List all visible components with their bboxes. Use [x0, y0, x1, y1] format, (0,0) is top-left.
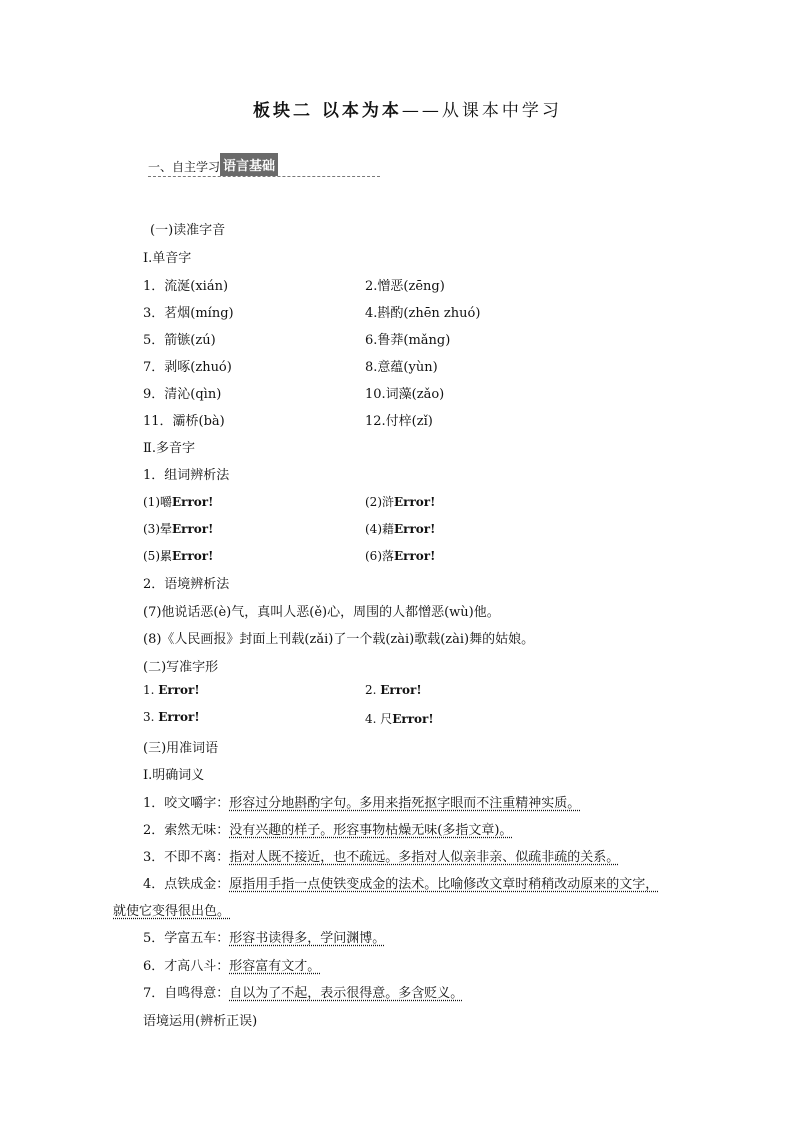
definition-text: 没有兴趣的样子。形容事物枯燥无味(多指文章)。: [229, 823, 513, 838]
title-main: 板块二 以本为本: [253, 101, 402, 121]
definition-term: 5．学富五车：: [143, 931, 230, 946]
definition-text: 形容富有文才。: [229, 959, 321, 974]
glyph-prefix: 1.: [143, 683, 159, 697]
error-text: Error!: [158, 710, 200, 724]
section-header: [148, 152, 380, 177]
word-item: 11．灞桥(bà): [143, 414, 225, 429]
definition-text: 形容书读得多，学问渊博。: [229, 931, 386, 946]
word-item: 5．箭镞(zú): [143, 333, 216, 348]
polyphone-char: (4)藉: [365, 522, 394, 536]
glyph-prefix: 2.: [365, 683, 381, 697]
glyph-item: [143, 710, 200, 724]
definition-term: 1．咬文嚼字：: [143, 796, 230, 811]
definition-item: [143, 982, 463, 1001]
section-badge: 语言基础: [220, 153, 278, 176]
definition-item: [143, 819, 512, 838]
definition-item: [143, 846, 619, 865]
word-item: 8.意蕴(yùn): [365, 360, 438, 375]
part2-heading: (二)写准字形: [143, 660, 219, 675]
glyph-item: [143, 683, 200, 697]
error-text: Error!: [380, 683, 422, 697]
polyphone-char: (1)嚼: [143, 495, 172, 509]
section-label: 一、自主学习: [148, 160, 221, 174]
part3-heading: (三)用准词语: [143, 741, 219, 756]
definition-term: 7．自鸣得意：: [143, 986, 230, 1001]
word-item: 3．茗烟(míng): [143, 306, 234, 321]
polyphone-item: [365, 520, 435, 537]
error-text: Error!: [394, 495, 436, 509]
part1-sub1: Ⅰ.单音字: [143, 251, 192, 266]
part1-heading: (一)读准字音: [150, 223, 226, 238]
word-item: 4.斟酌(zhēn zhuó): [365, 306, 481, 321]
word-item: 12.付梓(zǐ): [365, 414, 433, 429]
error-text: Error!: [394, 522, 436, 536]
definition-item: [143, 927, 385, 946]
polyphone-item: [143, 520, 213, 537]
word-item: 9．清沁(qìn): [143, 387, 222, 402]
definition-text: 原指用手指一点使铁变成金的法术。比喻修改文章时稍稍改动原来的文字，: [229, 877, 659, 892]
error-text: Error!: [172, 549, 214, 563]
polyphone-char: (6)落: [365, 549, 394, 563]
polyphone-item: [143, 547, 213, 564]
definition-item: [143, 792, 580, 811]
glyph-item: [365, 683, 422, 697]
glyph-prefix: 4. 尺: [365, 712, 393, 726]
word-item: 1．流涎(xián): [143, 279, 229, 294]
polyphone-item: [365, 547, 435, 564]
word-item: 6.鲁莽(mǎng): [365, 333, 451, 348]
definition-term: 6．才高八斗：: [143, 959, 230, 974]
polyphone-item: [143, 493, 213, 510]
definition-term: 2．索然无味：: [143, 823, 230, 838]
definition-continuation: [113, 900, 230, 919]
definition-term: 3．不即不离：: [143, 850, 230, 865]
error-text: Error!: [392, 712, 434, 726]
glyph-prefix: 3.: [143, 710, 159, 724]
error-text: Error!: [158, 683, 200, 697]
part3-sub1: Ⅰ.明确词义: [143, 768, 205, 783]
definition-text: 自以为了不起，表示很得意。多含贬义。: [229, 986, 464, 1001]
usage-heading: 语境运用(辨析正误): [143, 1014, 258, 1029]
error-text: Error!: [172, 495, 214, 509]
page-title: [253, 96, 562, 121]
method-2-heading: 2．语境辨析法: [143, 577, 230, 592]
definition-text: 就使它变得很出色。: [113, 904, 231, 919]
definition-text: 指对人既不接近，也不疏远。多指对人似亲非亲、似疏非疏的关系。: [229, 850, 620, 865]
error-text: Error!: [394, 549, 436, 563]
definition-item: [143, 873, 658, 892]
polyphone-char: (5)累: [143, 549, 172, 563]
definition-item: [143, 955, 320, 974]
method-1-heading: 1．组词辨析法: [143, 468, 230, 483]
definition-term: 4．点铁成金：: [143, 877, 230, 892]
context-sentence-7: (7)他说话恶(è)气，真叫人恶(ě)心，周围的人都憎恶(wù)他。: [143, 605, 500, 620]
word-item: 2.憎恶(zēng): [365, 279, 445, 294]
title-sub: ——从课本中学习: [401, 101, 562, 121]
context-sentence-8: (8)《人民画报》封面上刊载(zǎi)了一个载(zài)歌载(zài)舞的姑娘。: [143, 632, 535, 647]
definition-text: 形容过分地斟酌字句。多用来指死抠字眼而不注重精神实质。: [229, 796, 581, 811]
word-item: 7．剥啄(zhuó): [143, 360, 232, 375]
polyphone-char: (3)晕: [143, 522, 172, 536]
word-item: 10.词藻(zǎo): [365, 387, 445, 402]
glyph-item: [365, 710, 434, 727]
part1-sub2: Ⅱ.多音字: [143, 441, 195, 456]
polyphone-char: (2)浒: [365, 495, 394, 509]
error-text: Error!: [172, 522, 214, 536]
polyphone-item: [365, 493, 435, 510]
